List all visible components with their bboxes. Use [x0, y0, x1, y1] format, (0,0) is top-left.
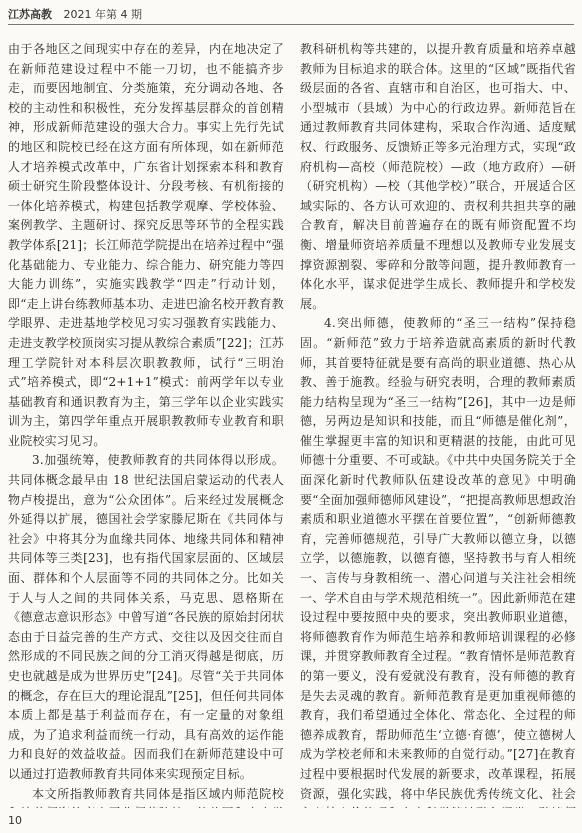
left-column: [8, 40, 284, 808]
journal-name: 江苏高教: [8, 8, 52, 21]
page-number: 10: [8, 814, 22, 827]
header-rule: [8, 24, 574, 25]
right-column: [300, 40, 576, 808]
paragraph: 由于各地区之间现实中存在的差异，内在地决定了在新师范建设过程中不能一刀切，也不能搞齐步走，而要因地制宜、分类施策，充分调动各地、各校的主动性和积极性，充分发挥基层群众的首创精神，形成新师范建设的强大合力。事实上先行先试的地区和院校已经在这方面有所体现，如在新师范人才培养模式改革中，广东省计划探索本科和教育硕士研究生阶段整体设计、分段考核、有机衔接的一体化培养模式，构建包括教学观摩、学校体验、案例教学、主题研讨、探究反思等环节的全程实践教学体系[21]；长江师范学院提出在培养过程中“强化基础能力、专业能力、综合能力、研究能力等四大能力训练”，实施实践教学“四走”行动计划，即“走上讲台练教师基本功、走进巴渝名校开教育教学眼界、走进基地学校见习实习强教育实践能力、走进支教学校顶岗实习提从教综合素质”[22]；江苏理工学院针对本科层次职教教师，试行“三明治式”培养模式，即“2+1+1”模式：前两学年以专业基础教育和通识教育为主，第三学年以企业实践实训为主，第四学年重点开展职教教师专业教育和职业院校实习见习。: [8, 42, 284, 448]
running-header: [8, 6, 574, 24]
paragraph: 本文所指教师教育共同体是指区域内师范院校: [32, 786, 284, 801]
issue-label: 2021 年第 4 期: [63, 8, 142, 21]
paragraph: 4.突出师德，使教师的“圣三一结构”保持稳固。“新师范”致力于培养造就高素质的新时代教师，其首要特征就是要有高尚的职业道德、热心从教、善于施教。经验与研究表明，合理的教师素质能力结构呈现为“圣三一结构”[26]，其中一边是师德，另两边是知识和技能，而且“师德是催化剂”，催生掌握更丰富的知识和更精湛的技能，由此可见师德十分重要、不可或缺。《中共中央国务院关于全面深化新时代教师队伍建设改革的意见》中明确要“全面加强师德师风建设”，“把提高教师思想政治素质和职业道德水平摆在首要位置”，“创新师德教育，完善师德规范，引导广大教师以德立身，以德立学，以德施教，以德育德，坚持教书与育人相统一、言传与身教相统一、潜心问道与关注社会相统一、学术自由与学术规范相统一”。因此新师范在建设过程中要按照中央的要求，突出教师职业道德，将师德教育作为师范生培养和教师培训课程的必修课，并贯穿教师教育全过程。“教育情怀是师范教育的第一要义，没有爱就没有教育，没有师德的教育是失去灵魂的教育。新师范教育是更加重视师德的教育，我们希望通过全体化、常态化、全过程的师德养成教育，帮助师范生‘立德·育德’，使立德树人成为学校老师和未来教师的自觉行动。”[27]在教育过程中要根据时代发展的新要求，改革课程，拓展资源，强化实践，将中华民族优秀传统文化、社会: [300, 316, 576, 801]
paragraph: 教科研机构等共建的，以提升教育质量和培养卓越教师为目标追求的联合体。这里的“区域”既指代省级层面的各省、直辖市和自治区，也可指大、中、小型城市（县域）为中心的行政边界。新师范旨在通过教师教育共同体建构，采取合作沟通、适度赋权、行政服务、反馈矫正等多元治理方式，实现“政府机构—高校（师范院校）—政（地方政府）—研（研究机构）—校（其他学校）”联合，开展适合区域实际的、各方认可欢迎的、责权利共担共享的融合教育，解决目前普遍存在的既有师资配置不均衡、增量师资培养质量不理想以及教师专业发展支撑资源割裂、零碎和分散等问题，提升教师教育一体化水平，谋求促进学生成长、教师提升和学校发展。: [300, 42, 576, 311]
paragraph: 3.加强统筹，使教师教育的共同体得以形成。共同体概念最早由 18 世纪法国启蒙运动的代表人物卢梭提出，意为“公众团体”。后来经过发展概念外延得以扩展，德国社会学家滕尼斯在《共同体与社会》中将其分为血缘共同体、地缘共同体和精神共同体等三类[23]，也有指代国家层面的、区域层面、群体和个人层面等不同的共同体之分。比如关于人与人之间的共同体关系，马克思、恩格斯在《德意志意识形态》中曾写道“各民族的原始封闭状态由于日益完善的生产方式、交往以及因交往而自然形成的不同民族之间的分工消灭得越是彻底，历史也就越是成为世界历史”[24]。尽管“关于共同体的概念，存在巨大的理论混乱”[25]，但任何共同体本质上都是基于利益而存在，有一定量的对象组成，为了追求利益而统一行动，具有高效的运作能力和良好的效益收益。因而我们在新师范建设中可以通过打造教师教育共同体来实现预定目标。: [8, 453, 284, 781]
